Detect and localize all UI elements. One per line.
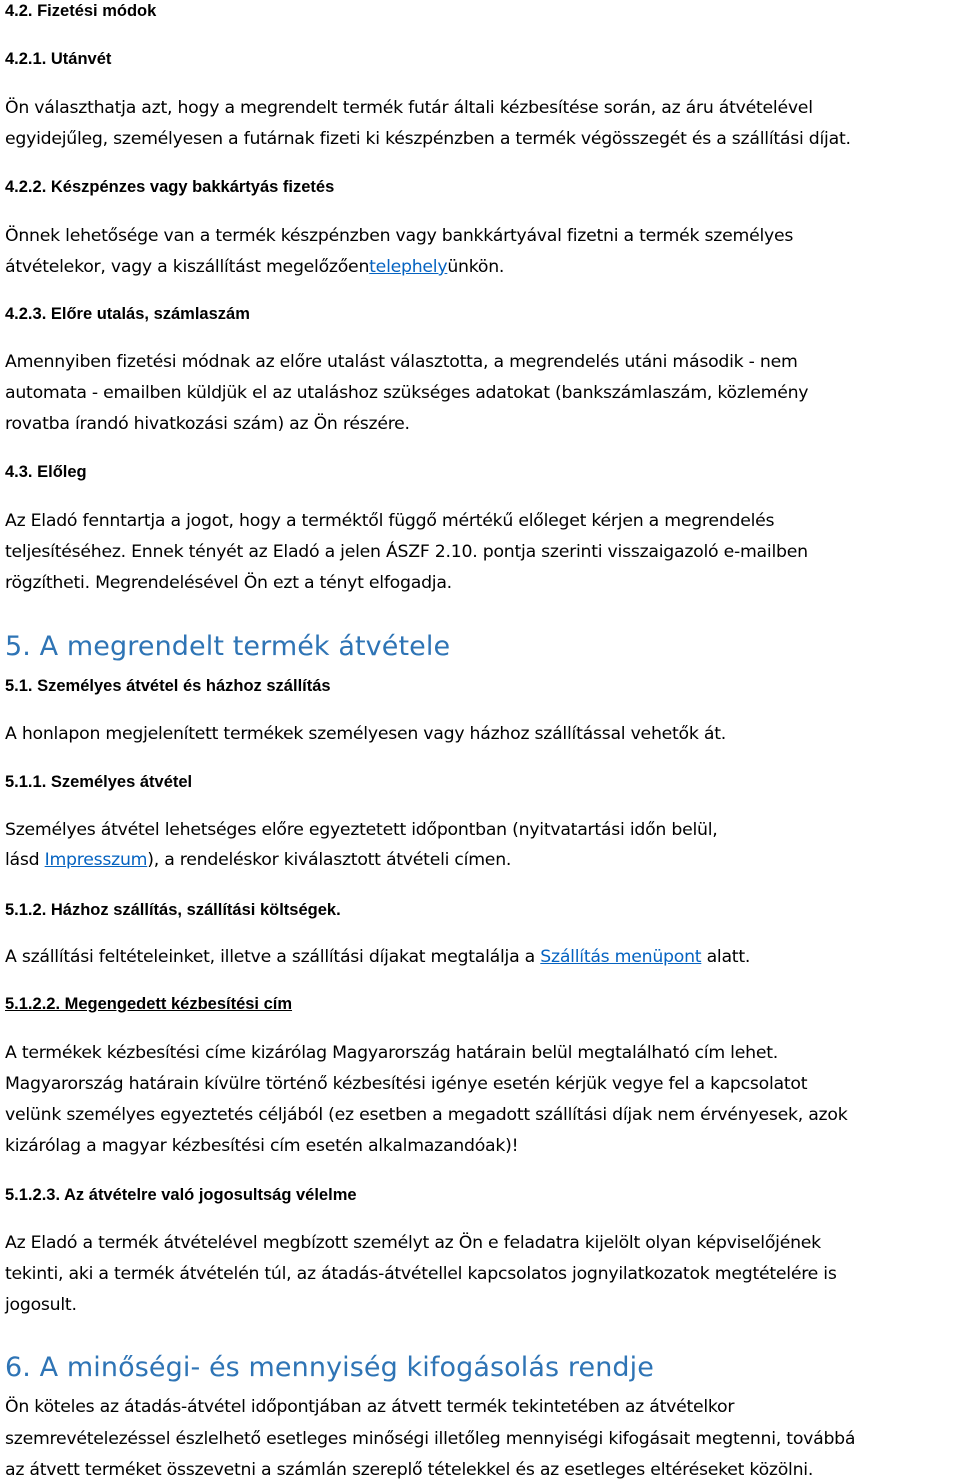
paragraph-line: az átvett terméket összevetni a számlán szereplő tételekkel és az esetleges eltéréseket közölni. bbox=[5, 1460, 814, 1480]
paragraph-line bbox=[5, 849, 511, 871]
paragraph-line bbox=[5, 256, 504, 278]
paragraph-line: Az Eladó fenntartja a jogot, hogy a terméktől függő mértékű előleget kérjen a megrendelés bbox=[5, 511, 775, 531]
paragraph-line: A honlapon megjelenített termékek személyesen vagy házhoz szállítással vehetők át. bbox=[5, 724, 726, 744]
heading-4-2-3: 4.2.3. Előre utalás, számlaszám bbox=[5, 305, 250, 323]
paragraph-line: kizárólag a magyar kézbesítési cím esetén alkalmazandóak)! bbox=[5, 1136, 519, 1156]
heading-5-1-2-3: 5.1.2.3. Az átvételre való jogosultság vélelme bbox=[5, 1186, 357, 1204]
paragraph-line: Amennyiben fizetési módnak az előre utalást választotta, a megrendelés utáni második - nem bbox=[5, 352, 798, 372]
telephely-link[interactable]: telephely bbox=[369, 257, 448, 277]
paragraph-line: Ön köteles az átadás-átvétel időpontjában az átvett termék tekintetében az átvételkor bbox=[5, 1397, 735, 1417]
heading-4-3: 4.3. Előleg bbox=[5, 463, 87, 481]
heading-5-1-2: 5.1.2. Házhoz szállítás, szállítási költségek. bbox=[5, 901, 341, 919]
paragraph-line: rögzítheti. Megrendelésével Ön ezt a tényt elfogadja. bbox=[5, 573, 452, 593]
heading-5-1-2-2 bbox=[5, 993, 292, 1015]
paragraph-line: tekinti, aki a termék átvételén túl, az átadás-átvétellel kapcsolatos jognyilatkozatok megtételére is bbox=[5, 1264, 837, 1284]
paragraph-line: szemrevételezéssel észlelhető esetleges minőségi illetőleg mennyiségi kifogásait megtenni, továbbá bbox=[5, 1429, 856, 1449]
paragraph-line: Az Eladó a termék átvételével megbízott személyt az Ön e feladatra kijelölt olyan képviselőjének bbox=[5, 1233, 821, 1253]
paragraph-line: teljesítéséhez. Ennek tényét az Eladó a jelen ÁSZF 2.10. pontja szerinti visszaigazoló e-mailben bbox=[5, 542, 808, 562]
text-segment: A szállítási feltételeinket, illetve a szállítási díjakat megtalálja a bbox=[5, 947, 541, 967]
paragraph-line: automata - emailben küldjük el az utaláshoz szükséges adatokat (bankszámlaszám, közlemény bbox=[5, 383, 809, 403]
text-segment: átvételekor, vagy a kiszállítást megelőzően bbox=[5, 257, 370, 277]
paragraph-line: jogosult. bbox=[5, 1295, 77, 1315]
heading-6: 6. A minőségi- és mennyiség kifogásolás rendje bbox=[5, 1352, 654, 1383]
heading-5-1: 5.1. Személyes átvétel és házhoz szállítás bbox=[5, 677, 331, 695]
heading-4-2-1: 4.2.1. Utánvét bbox=[5, 50, 112, 68]
paragraph-line: velünk személyes egyeztetés céljából (ez esetben a megadott szállítási díjak nem érvényesek, azok bbox=[5, 1105, 848, 1125]
paragraph-line: egyidejűleg, személyesen a futárnak fizeti ki készpénzben a termék végösszegét és a szállítási díjat. bbox=[5, 129, 851, 149]
paragraph-line bbox=[5, 946, 750, 968]
paragraph-line: Személyes átvétel lehetséges előre egyeztetett időpontban (nyitvatartási időn belül, bbox=[5, 820, 718, 840]
szallitas-menupont-link[interactable]: Szállítás menüpont bbox=[540, 947, 702, 967]
text-segment: ünkön. bbox=[447, 257, 505, 277]
paragraph-line: rovatba írandó hivatkozási szám) az Ön részére. bbox=[5, 414, 410, 434]
heading-5-1-1: 5.1.1. Személyes átvétel bbox=[5, 773, 193, 791]
heading-4-2-2: 4.2.2. Készpénzes vagy bakkártyás fizetés bbox=[5, 178, 335, 196]
paragraph-line: Önnek lehetősége van a termék készpénzben vagy bankkártyával fizetni a termék személyes bbox=[5, 226, 794, 246]
paragraph-line: A termékek kézbesítési címe kizárólag Magyarország határain belül megtalálható cím lehet. bbox=[5, 1043, 778, 1063]
heading-4-2: 4.2. Fizetési módok bbox=[5, 2, 157, 20]
impresszum-link[interactable]: Impresszum bbox=[44, 850, 148, 870]
paragraph-line: Ön választhatja azt, hogy a megrendelt termék futár általi kézbesítése során, az áru átvételével bbox=[5, 98, 813, 118]
paragraph-line: Magyarország határain kívülre történő kézbesítési igénye esetén kérjük vegye fel a kapcsolatot bbox=[5, 1074, 808, 1094]
text-segment: alatt. bbox=[701, 947, 751, 967]
heading-5-1-2-2-text: 5.1.2.2. Megengedett kézbesítési cím bbox=[5, 995, 293, 1013]
heading-5: 5. A megrendelt termék átvétele bbox=[5, 631, 451, 662]
text-segment: ), a rendeléskor kiválasztott átvételi címen. bbox=[147, 850, 512, 870]
text-segment: lásd bbox=[5, 850, 45, 870]
